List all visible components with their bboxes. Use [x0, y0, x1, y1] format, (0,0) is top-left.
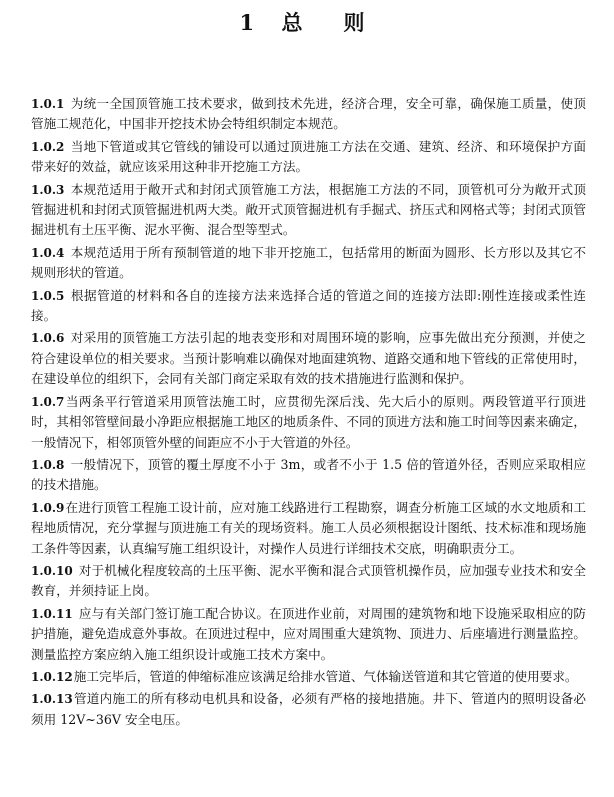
- clause-number: 1.0.6: [31, 331, 65, 346]
- clause-1-0-9: [31, 498, 586, 559]
- clause-text: 一般情况下，顶管的覆土厚度不小于 3m，或者不小于 1.5 倍的管道外径，否则应采取相应的技术措施。: [31, 456, 586, 493]
- clause-text: 对于机械化程度较高的土压平衡、泥水平衡和混合式顶管机操作员，应加强专业技术和安全教育，并须持证上岗。: [31, 562, 586, 599]
- clause-text: 本规范适用于所有预制管道的地下非开挖施工，包括常用的断面为圆形、长方形以及其它不规则形状的管道。: [31, 244, 586, 281]
- clause-1-0-7: [31, 392, 586, 453]
- clause-number: 1.0.11: [31, 606, 73, 621]
- clause-1-0-8: [31, 455, 586, 496]
- clause-number: 1.0.2: [31, 139, 65, 154]
- clause-text: 应与有关部门签订施工配合协议。在顶进作业前，对周围的建筑物和地下设施采取相应的防护措施，避免造成意外事故。在顶进过程中，应对周围重大建筑物、顶进力、后座墙进行测量监控。测量监控方案应纳入施工组织设计或施工技术方案中。: [31, 605, 586, 662]
- clause-1-0-2: [31, 137, 586, 178]
- page-title: 1 总 则: [239, 10, 375, 35]
- clause-text: 在进行顶管工程施工设计前，应对施工线路进行工程勘察，调查分析施工区域的水文地质和工程地质情况，充分掌握与顶进施工有关的现场资料。施工人员必须根据设计图纸、技术标准和现场施工条件等因素，认真编写施工组织设计，对操作人员进行详细技术交底，明确职责分工。: [31, 499, 586, 556]
- clause-text: 根据管道的材料和各自的连接方法来选择合适的管道之间的连接方法即:刚性连接或柔性连接。: [31, 287, 586, 324]
- clause-number: 1.0.8: [31, 457, 65, 472]
- clause-1-0-12: [31, 667, 586, 687]
- clause-list: [31, 94, 586, 732]
- clause-1-0-13: [31, 689, 586, 730]
- clause-1-0-11: [31, 604, 586, 665]
- clause-1-0-4: [31, 243, 586, 284]
- clause-text: 本规范适用于敞开式和封闭式顶管施工方法，根据施工方法的不同，顶管机可分为敞开式顶管掘进机和封闭式顶管掘进机两大类。敞开式顶管掘进机有手掘式、挤压式和网格式等；封闭式顶管掘进机有土压平衡、泥水平衡、混合型等型式。: [31, 181, 586, 238]
- clause-1-0-5: [31, 286, 586, 327]
- clause-number: 1.0.9: [31, 500, 65, 515]
- clause-number: 1.0.13: [31, 692, 73, 707]
- clause-1-0-3: [31, 180, 586, 241]
- clause-number: 1.0.1: [31, 97, 65, 111]
- clause-text: 当地下管道或其它管线的铺设可以通过顶进施工方法在交通、建筑、经济、和环境保护方面带来好的效益，就应该采用这种非开挖施工方法。: [31, 138, 586, 175]
- clause-text: 为统一全国顶管施工技术要求，做到技术先进，经济合理，安全可靠，确保施工质量，使顶管施工规范化，中国非开挖技术协会特组织制定本规范。: [31, 96, 586, 132]
- clause-number: 1.0.12: [31, 669, 73, 684]
- clause-text: 施工完毕后，管道的伸缩标准应该满足给排水管道、气体输送管道和其它管道的使用要求。: [73, 668, 578, 684]
- clause-number: 1.0.5: [31, 288, 65, 303]
- clause-1-0-6: [31, 328, 586, 389]
- clause-1-0-1: [31, 94, 586, 135]
- clause-text: 当两条平行管道采用顶管法施工时，应贯彻先深后浅、先大后小的原则。两段管道平行顶进时，其相邻管壁间最小净距应根据施工地区的地质条件、不同的顶进方法和施工时间等因素来确定，一般情况下，相邻顶管外壁的间距应不小于大管道的外径。: [31, 393, 586, 450]
- clause-1-0-10: [31, 561, 586, 602]
- clause-number: 1.0.3: [31, 182, 65, 197]
- clause-number: 1.0.7: [31, 394, 65, 409]
- clause-text: 对采用的顶管施工方法引起的地表变形和对周围环境的影响，应事先做出充分预测，并使之符合建设单位的相关要求。当预计影响难以确保对地面建筑物、道路交通和地下管线的正常使用时，在建设单位的组织下，会同有关部门商定采取有效的技术措施进行监测和保护。: [31, 330, 586, 387]
- clause-number: 1.0.10: [31, 563, 73, 578]
- clause-text: 管道内施工的所有移动电机具和设备，必须有严格的接地措施。井下、管道内的照明设备必须用 12V~36V 安全电压。: [31, 691, 586, 727]
- clause-number: 1.0.4: [31, 245, 65, 260]
